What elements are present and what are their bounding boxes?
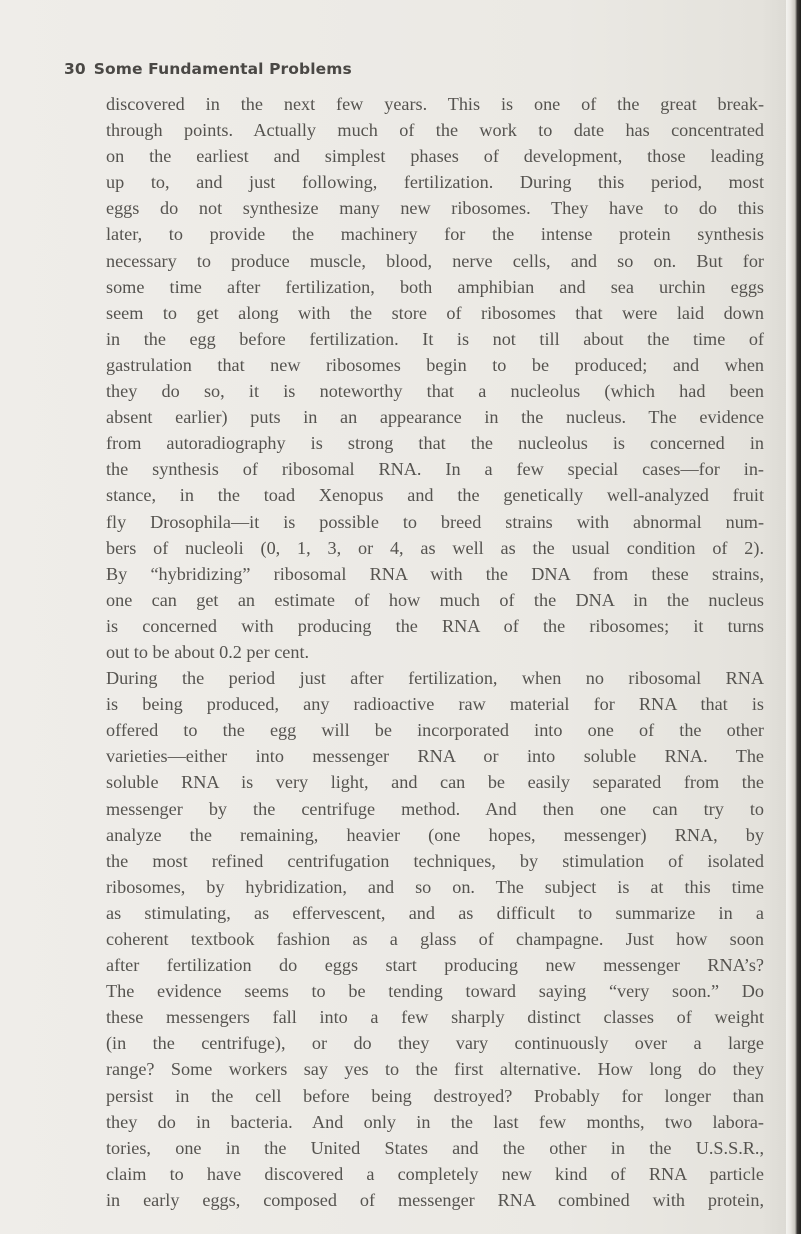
text-line: is concerned with producing the RNA of the ribosomes; it turns [106,615,764,636]
text-line: bers of nucleoli (0, 1, 3, or 4, as well as the usual condition of 2). [106,537,764,558]
text-line: absent earlier) puts in an appearance in the nucleus. The evidence [106,407,764,428]
text-line: During the period just after fertilization, when no ribosomal RNA [106,668,764,689]
text-line: By “hybridizing” ribosomal RNA with the DNA from these strains, [106,563,764,584]
text-line: seem to get along with the store of ribosomes that were laid down [106,302,764,323]
text-line: coherent textbook fashion as a glass of champagne. Just how soon [106,929,764,949]
text-line: necessary to produce muscle, blood, nerve cells, and so on. But for [106,250,764,271]
text-line: the synthesis of ribosomal RNA. In a few special cases—for in- [106,459,764,480]
text-line: offered to the egg will be incorporated into one of the other [106,720,764,741]
text-line: claim to have discovered a completely new kind of RNA particle [106,1163,764,1184]
text-line: on the earliest and simplest phases of development, those leading [106,146,764,167]
text-line: range? Some workers say yes to the first alternative. How long do they [106,1059,764,1080]
running-header [64,60,352,78]
text-line: these messengers fall into a few sharply distinct classes of weight [106,1007,764,1028]
text-line: analyze the remaining, heavier (one hopes, messenger) RNA, by [106,824,764,845]
text-line: up to, and just following, fertilization. During this period, most [106,172,764,193]
text-line: fly Drosophila—it is possible to breed strains with abnormal num- [106,511,764,532]
text-line: in early eggs, composed of messenger RNA combined with protein, [106,1189,764,1210]
text-line: messenger by the centrifuge method. And then one can try to [106,798,764,819]
text-line: after fertilization do eggs start producing new messenger RNA’s? [106,955,764,976]
text-line: out to be about 0.2 per cent. [106,641,310,662]
text-line: some time after fertilization, both amphibian and sea urchin eggs [106,276,764,297]
text-line: one can get an estimate of how much of the DNA in the nucleus [106,589,764,610]
text-line: in the egg before fertilization. It is not till about the time of [106,328,764,349]
running-title: Some Fundamental Problems [93,60,352,78]
text-line: they do so, it is noteworthy that a nucleolus (which had been [106,381,764,402]
page-binding-edge [786,0,801,1234]
text-line: later, to provide the machinery for the intense protein synthesis [106,224,764,245]
text-line: as stimulating, as effervescent, and as difficult to summarize in a [106,902,764,923]
body-text [106,91,764,1213]
text-line: from autoradiography is strong that the nucleolus is concerned in [106,433,764,454]
text-line: gastrulation that new ribosomes begin to be produced; and when [106,354,764,375]
text-line: they do in bacteria. And only in the last few months, two labora- [106,1111,764,1132]
text-line: tories, one in the United States and the other in the U.S.S.R., [106,1137,764,1158]
page-number: 30 [64,60,86,78]
text-line: is being produced, any radioactive raw material for RNA that is [106,694,764,715]
text-line: varieties—either into messenger RNA or into soluble RNA. The [106,746,764,767]
text-line: soluble RNA is very light, and can be easily separated from the [106,772,764,793]
text-line: (in the centrifuge), or do they vary continuously over a large [106,1033,764,1054]
text-line: discovered in the next few years. This is one of the great break- [106,94,764,114]
text-line: persist in the cell before being destroyed? Probably for longer than [106,1085,764,1106]
text-line: through points. Actually much of the work to date has concentrated [106,120,764,141]
text-line: The evidence seems to be tending toward saying “very soon.” Do [106,981,764,1002]
text-line: the most refined centrifugation techniques, by stimulation of isolated [106,850,764,871]
text-line: stance, in the toad Xenopus and the genetically well-analyzed fruit [106,485,764,506]
text-line: ribosomes, by hybridization, and so on. The subject is at this time [106,876,764,897]
text-line: eggs do not synthesize many new ribosomes. They have to do this [106,198,764,219]
